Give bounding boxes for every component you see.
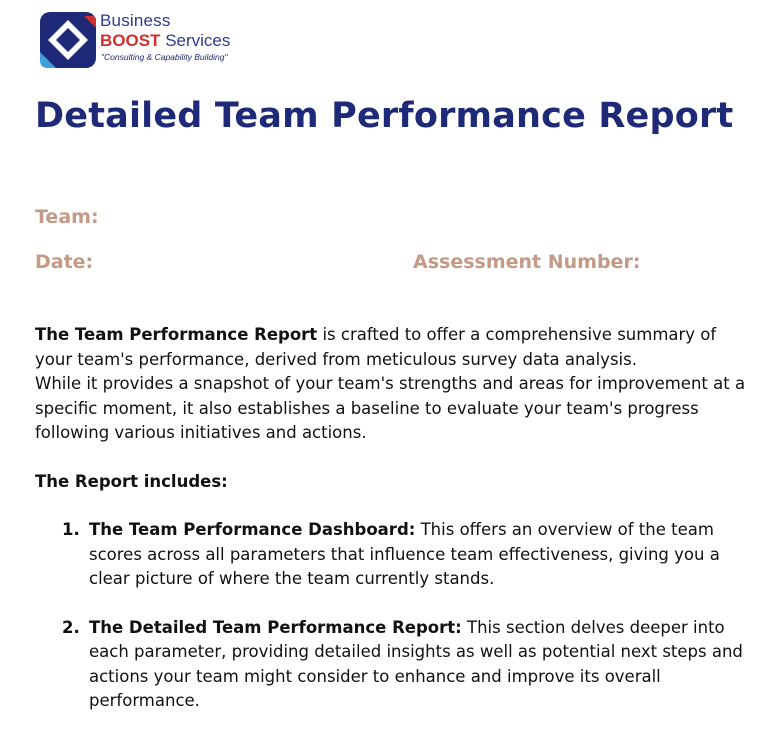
- list-item: [35, 518, 750, 592]
- intro-lead: The Team Performance Report: [35, 325, 318, 344]
- list-item-lead: The Detailed Team Performance Report:: [89, 617, 462, 637]
- list-item-text: This offers an overview of the team scores across all parameters that influence team effectiveness, giving you a clear picture of where the team currently stands.: [89, 520, 720, 588]
- intro-sentence-1: [35, 323, 750, 372]
- list-item: [35, 616, 750, 714]
- logo-tagline: "Consulting & Capability Building": [101, 52, 228, 62]
- page-title: Detailed Team Performance Report: [35, 96, 734, 136]
- date-label: Date:: [35, 251, 94, 273]
- report-contents-list: [35, 518, 750, 714]
- company-logo: [40, 12, 230, 70]
- logo-business-text: Business: [100, 11, 171, 30]
- team-label: Team:: [35, 206, 99, 228]
- logo-diamond-icon: [40, 12, 96, 68]
- assessment-number-label: Assessment Number:: [413, 251, 641, 273]
- intro-sentence-2: While it provides a snapshot of your team's strengths and areas for improvement at a specific moment, it also establishes a baseline to evaluate your team's progress following various initiatives and actions.: [35, 374, 746, 442]
- list-item-text: This section delves deeper into each parameter, providing detailed insights as well as potential next steps and actions your team might consider to enhance and improve its overall performance.: [89, 617, 743, 710]
- list-item-lead: The Team Performance Dashboard:: [89, 520, 416, 539]
- intro-paragraph: [35, 323, 750, 446]
- logo-boost-services-text: [100, 30, 230, 52]
- list-item-number: 2.: [62, 617, 80, 637]
- includes-heading: The Report includes:: [35, 471, 228, 491]
- list-item-number: 1.: [62, 520, 80, 539]
- intro-sentence-1-text: is crafted to offer a comprehensive summary of your team's performance, derived from meticulous survey data analysis.: [35, 325, 717, 369]
- logo-boost-word: BOOST: [100, 31, 161, 50]
- report-body: [35, 323, 750, 738]
- logo-wordmark: [100, 12, 230, 62]
- logo-services-word: Services: [165, 31, 231, 50]
